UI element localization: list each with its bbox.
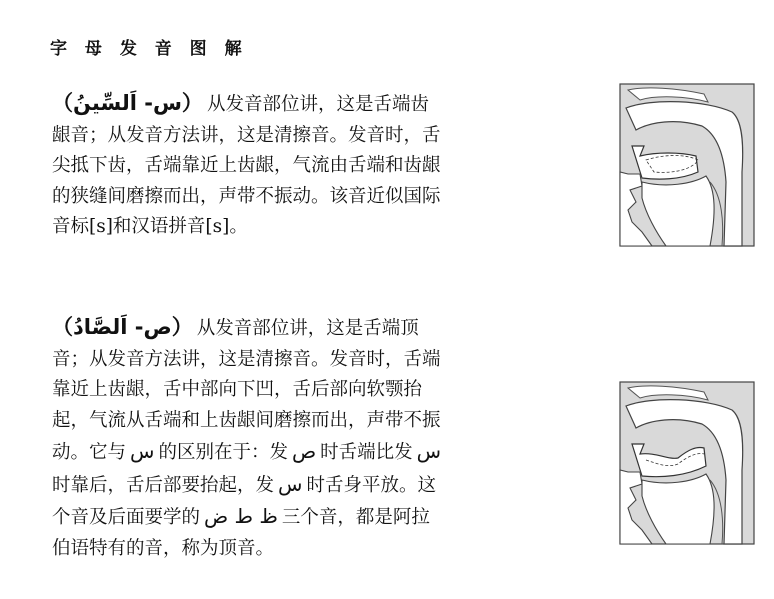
paragraph-text: 时舌身平放。这个音及后面要学的 <box>52 474 436 528</box>
paragraph-saad <box>52 312 447 564</box>
letter-heading-saad: （ص- اَلصَّادُ） <box>52 315 193 339</box>
arabic-letter: س <box>278 471 303 496</box>
paragraph-text: 时舌端比发 <box>320 442 413 463</box>
articulation-diagram-saad <box>606 380 758 548</box>
paragraph-text: 从发音部位讲，这是舌端顶音；从发音方法讲，这是清擦音。发音时，舌端靠近上齿龈，舌中部向下凹，舌后部向软颚抬起，气流从舌端和上齿龈间磨擦而出，声带不振动。它与 <box>52 318 441 463</box>
arabic-letters: ظ ط ض <box>204 504 278 528</box>
paragraph-text: 三个音，都是阿拉伯语特有的音，称为顶音。 <box>52 507 430 559</box>
paragraph-seen <box>52 88 447 243</box>
arabic-letter: س <box>130 439 155 463</box>
paragraph-text: 的区别在于：发 <box>158 442 288 463</box>
paragraph-text: 时靠后，舌后部要抬起，发 <box>52 474 275 496</box>
articulation-diagram-seen <box>606 82 758 250</box>
arabic-letter: س <box>416 439 442 463</box>
paragraph-text: 从发音部位讲，这是舌端齿龈音；从发音方法讲，这是清擦音。发音时，舌尖抵下齿，舌端靠近上齿龈，气流由舌端和齿龈的狭缝间磨擦而出，声带不振动。该音近似国际音标[s]和汉语拼音[s]。 <box>52 94 441 237</box>
letter-heading-seen: （س- اَلسِّينُ） <box>52 91 203 115</box>
arabic-letter: ص <box>291 439 317 463</box>
page-title: 字 母 发 音 图 解 <box>50 39 248 59</box>
